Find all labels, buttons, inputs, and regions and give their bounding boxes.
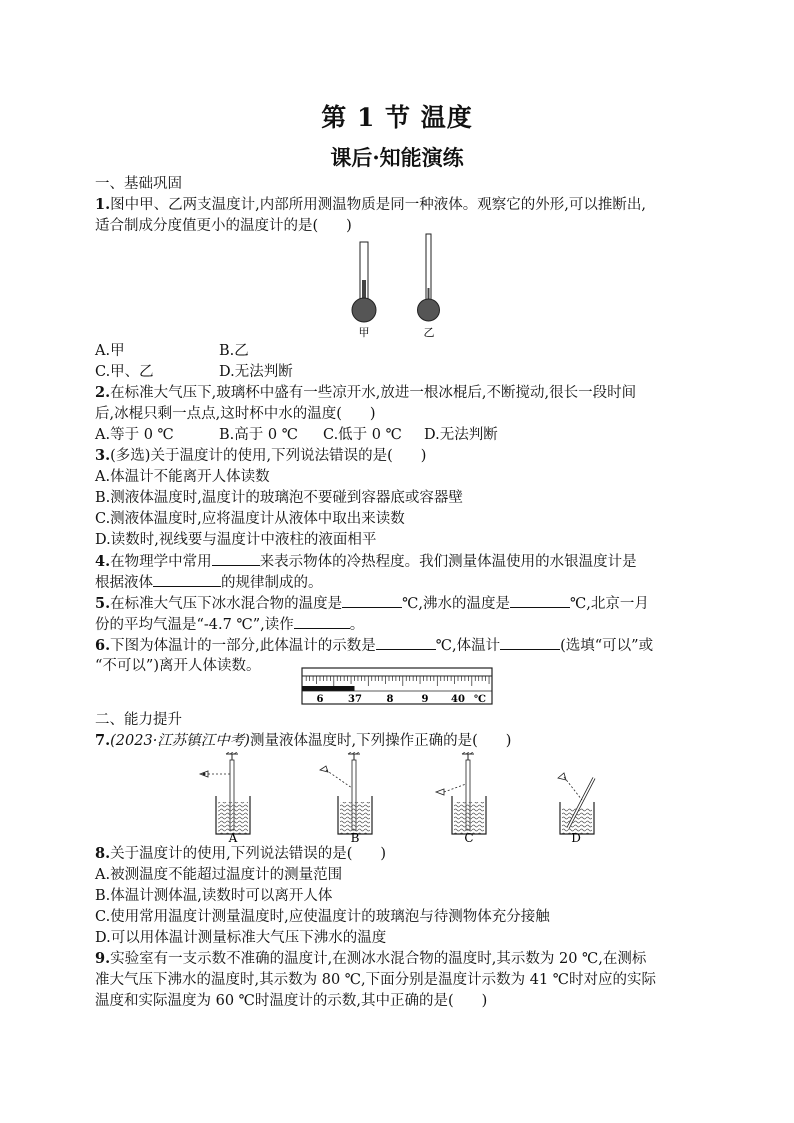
- scale-label-40: 40: [451, 694, 465, 705]
- question-8-paren-close: ): [380, 846, 387, 862]
- question-7-source: (2023·江苏镇江中考): [110, 733, 250, 749]
- question-6-number: 6.: [95, 637, 111, 654]
- scale-label-8: 8: [386, 694, 394, 705]
- label-b: B: [350, 831, 360, 844]
- question-5-text-4: 份的平均气温是“-4.7 ℃”,读作: [95, 617, 294, 633]
- option-a[interactable]: A.等于 0 ℃: [95, 427, 174, 443]
- question-6-line1: [95, 635, 705, 656]
- scale-label-6: 6: [316, 694, 324, 705]
- question-6-text: 下图为体温计的一部分,此体温计的示数是: [110, 638, 376, 654]
- question-6-line2: “不可以”)离开人体读数。: [95, 658, 261, 674]
- label-a: A: [228, 831, 238, 844]
- question-9-paren-close: ): [481, 993, 488, 1009]
- question-2-line2: [95, 404, 705, 424]
- clinical-thermometer-scale: [300, 666, 494, 706]
- thermometer-b: [418, 234, 440, 321]
- question-4-line1: [95, 551, 705, 572]
- option-b-diagram[interactable]: [320, 752, 372, 844]
- option-d[interactable]: D.可以用体温计测量标准大气压下沸水的温度: [95, 930, 387, 946]
- question-8-line1: [95, 844, 705, 864]
- question-7-line1: [95, 731, 705, 751]
- page-subtitle: 课后·知能演练: [330, 145, 464, 170]
- measurement-figure: [190, 752, 610, 844]
- option-c[interactable]: C.甲、乙: [95, 364, 154, 380]
- question-8-number: 8.: [95, 845, 111, 862]
- question-9-number: 9.: [95, 950, 111, 967]
- question-4-text-2: 来表示物体的冷热程度。我们测量体温使用的水银温度计是: [259, 554, 637, 570]
- fill-blank[interactable]: [376, 635, 436, 650]
- section-heading-advanced: 二、能力提升: [95, 712, 182, 728]
- question-5-text-2: ℃,沸水的温度是: [402, 596, 510, 612]
- question-9-line2: 准大气压下沸水的温度时,其示数为 80 ℃,下面分别是温度计示数为 41 ℃时对应的实际: [95, 972, 656, 988]
- option-a[interactable]: A.甲: [95, 343, 125, 359]
- fill-blank[interactable]: [212, 551, 260, 566]
- question-7-text: 测量液体温度时,下列操作正确的是(: [249, 733, 478, 749]
- question-5-text-5: 。: [349, 617, 365, 633]
- option-a[interactable]: A.被测温度不能超过温度计的测量范围: [95, 867, 343, 883]
- option-b[interactable]: B.高于 0 ℃: [219, 427, 298, 443]
- thermometer-a: [352, 242, 376, 322]
- question-5-number: 5.: [95, 595, 111, 612]
- option-a-diagram[interactable]: [200, 752, 250, 844]
- option-d-diagram[interactable]: [558, 773, 594, 844]
- question-3-number: 3.: [95, 447, 111, 464]
- question-2-text: 在标准大气压下,玻璃杯中盛有一些凉开水,放进一根冰棍后,不断搅动,很长一段时间: [110, 385, 637, 401]
- question-1-options-row1: [95, 341, 705, 361]
- question-7-number: 7.: [95, 732, 111, 749]
- scale-label-37: 37: [348, 694, 362, 705]
- question-9-text: 实验室有一支示数不准确的温度计,在测冰水混合物的温度时,其示数为 20 ℃,在测标: [110, 951, 647, 967]
- option-c[interactable]: C.低于 0 ℃: [323, 427, 402, 443]
- option-b[interactable]: B.乙: [219, 343, 249, 359]
- question-9-text-3: 温度和实际温度为 60 ℃时温度计的示数,其中正确的是(: [95, 993, 454, 1009]
- question-5-line2: [95, 614, 705, 635]
- option-b[interactable]: B.测液体温度时,温度计的玻璃泡不要碰到容器底或容器壁: [95, 490, 463, 506]
- question-1-text-2: 适合制成分度值更小的温度计的是(: [95, 218, 319, 234]
- option-b[interactable]: B.体温计测体温,读数时可以离开人体: [95, 888, 333, 904]
- question-2-number: 2.: [95, 384, 111, 401]
- question-5-line1: [95, 593, 705, 614]
- option-d[interactable]: D.读数时,视线要与温度计中液柱的液面相平: [95, 532, 377, 548]
- question-8-text: 关于温度计的使用,下列说法错误的是(: [110, 846, 353, 862]
- question-4-text: 在物理学中常用: [110, 554, 212, 570]
- option-a[interactable]: A.体温计不能离开人体读数: [95, 469, 270, 485]
- question-4-line2: [95, 572, 705, 593]
- label-a: 甲: [358, 326, 370, 339]
- question-3-multi-tag: (多选): [110, 448, 151, 464]
- question-1-number: 1.: [95, 196, 111, 213]
- question-2-options: [95, 425, 705, 445]
- question-3-line1: [95, 446, 705, 466]
- question-4-text-4: 的规律制成的。: [221, 575, 323, 591]
- fill-blank[interactable]: [510, 593, 570, 608]
- thermometer-figure: [340, 230, 460, 342]
- option-c[interactable]: C.使用常用温度计测量温度时,应使温度计的玻璃泡与待测物体充分接触: [95, 909, 550, 925]
- fill-blank[interactable]: [153, 572, 221, 587]
- question-4-number: 4.: [95, 553, 111, 570]
- fill-blank[interactable]: [342, 593, 402, 608]
- label-c: C: [464, 831, 474, 844]
- scale-label-9: 9: [421, 694, 429, 705]
- question-7-paren-close: ): [505, 733, 512, 749]
- question-4-text-3: 根据液体: [95, 575, 153, 591]
- question-6-text-2: ℃,体温计: [435, 638, 501, 654]
- question-3-text: 关于温度计的使用,下列说法错误的是(: [150, 448, 393, 464]
- question-9-line3: [95, 991, 705, 1011]
- fill-blank[interactable]: [294, 614, 350, 629]
- question-1-options-row2: [95, 362, 705, 382]
- question-5-text: 在标准大气压下冰水混合物的温度是: [110, 596, 343, 612]
- question-2-paren-close: ): [369, 406, 376, 422]
- question-6-text-3: (选填“可以”或: [560, 638, 654, 654]
- scale-label-unit: ℃: [474, 694, 486, 705]
- question-1-text: 图中甲、乙两支温度计,内部所用测温物质是同一种液体。观察它的外形,可以推断出,: [110, 197, 646, 213]
- option-d[interactable]: D.无法判断: [424, 427, 498, 443]
- question-9-line1: [95, 949, 705, 969]
- option-d[interactable]: D.无法判断: [219, 364, 293, 380]
- option-c-diagram[interactable]: [436, 752, 486, 844]
- question-1-paren-close: ): [346, 218, 352, 234]
- question-3-paren-close: ): [420, 448, 427, 464]
- fill-blank[interactable]: [500, 635, 560, 650]
- question-5-text-3: ℃,北京一月: [569, 596, 649, 612]
- page-title: 第 1 节 温度: [321, 103, 473, 132]
- question-2-text-2: 后,冰棍只剩一点点,这时杯中水的温度(: [95, 406, 342, 422]
- label-b: 乙: [423, 326, 435, 339]
- question-1-line1: [95, 195, 705, 215]
- question-2-line1: [95, 383, 705, 403]
- label-d: D: [571, 831, 581, 844]
- section-heading-basic: 一、基础巩固: [95, 176, 182, 192]
- option-c[interactable]: C.测液体温度时,应将温度计从液体中取出来读数: [95, 511, 405, 527]
- mercury-column: [302, 686, 355, 691]
